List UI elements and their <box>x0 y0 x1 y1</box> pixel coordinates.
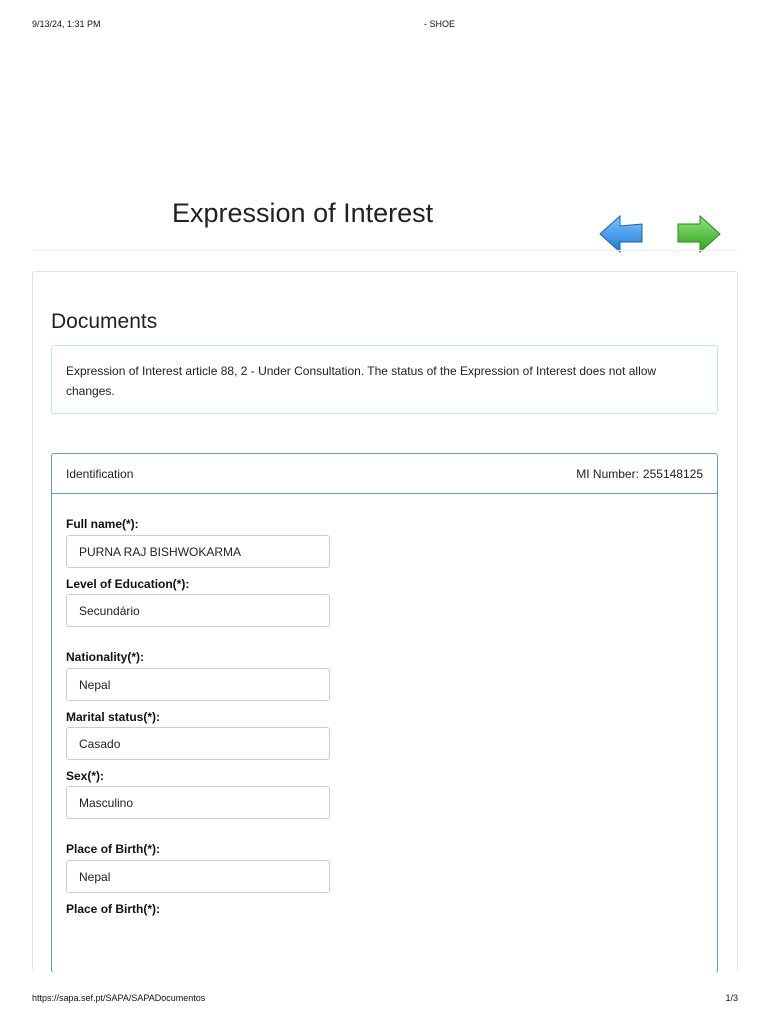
nationality-label: Nationality(*): <box>66 650 144 664</box>
marital-status-field[interactable]: Casado <box>66 727 330 760</box>
page-title: Expression of Interest <box>172 198 434 228</box>
education-field[interactable]: Secundário <box>66 594 330 627</box>
mi-number-label: MI Number: <box>576 466 639 481</box>
birth-place-label: Place of Birth(*): <box>66 902 161 916</box>
title-divider <box>32 250 738 251</box>
birth-country-field[interactable]: Nepal <box>66 860 330 893</box>
print-date: 9/13/24, 1:31 PM <box>32 19 101 29</box>
identification-title: Identification <box>66 466 134 481</box>
birth-country-label: Place of Birth(*): <box>66 842 161 856</box>
mi-number-value: 255148125 <box>642 466 703 481</box>
sex-label: Sex(*): <box>66 769 105 783</box>
education-label: Level of Education(*): <box>66 577 190 591</box>
marital-status-label: Marital status(*): <box>66 710 161 724</box>
mi-number <box>576 467 703 481</box>
sex-field[interactable]: Masculino <box>66 786 330 819</box>
full-name-field[interactable]: PURNA RAJ BISHWOKARMA <box>66 535 330 568</box>
identification-header <box>52 454 717 494</box>
print-url: https://sapa.sef.pt/SAPA/SAPADocumentos <box>32 993 206 1003</box>
full-name-label: Full name(*): <box>66 517 139 531</box>
print-title: - SHOE <box>424 19 456 29</box>
documents-title: Documents <box>51 310 158 333</box>
identification-card <box>51 453 718 973</box>
nationality-field[interactable]: Nepal <box>66 668 330 701</box>
page-number: 1/3 <box>725 993 738 1003</box>
status-alert: Expression of Interest article 88, 2 - Under Consultation. The status of the Expression of Interest does not allow changes. <box>51 345 718 414</box>
